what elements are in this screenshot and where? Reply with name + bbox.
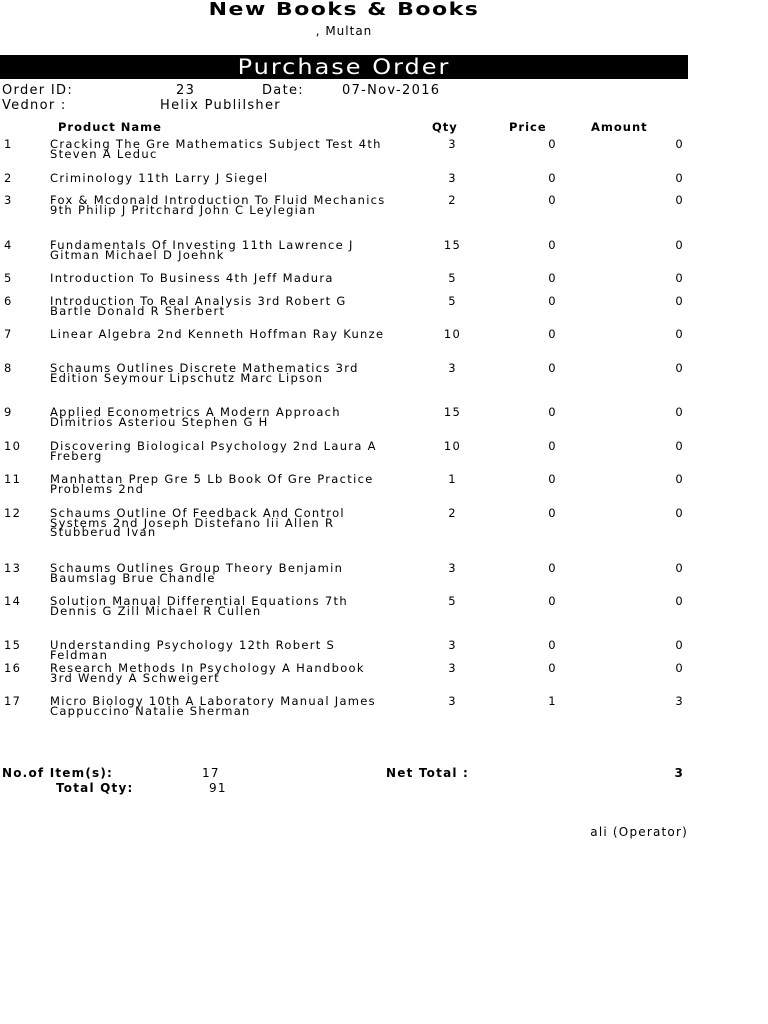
order-id: 23 [176,83,196,98]
item-count-label: No.of Item(s): [2,766,114,780]
row-number: 1 [4,137,13,151]
row-price: 0 [548,561,557,575]
row-qty: 1 [448,472,457,486]
row-number: 14 [4,594,22,608]
row-amount: 0 [675,294,684,308]
row-amount: 0 [675,506,684,520]
row-price: 0 [548,594,557,608]
row-price: 0 [548,294,557,308]
row-qty: 3 [448,638,457,652]
row-price: 0 [548,271,557,285]
row-number: 17 [4,694,22,708]
order-id-label: Order ID: [2,83,73,98]
product-name: Cracking The Gre Mathematics Subject Test 4th Steven A Leduc [50,137,382,161]
row-qty: 3 [448,661,457,675]
product-name: Research Methods In Psychology A Handbook 3rd Wendy A Schweigert [50,661,365,685]
product-name: Applied Econometrics A Modern Approach Dimitrios Asteriou Stephen G H [50,405,341,429]
row-price: 0 [548,506,557,520]
document-title: Purchase Order [237,54,451,80]
row-number: 11 [4,472,22,486]
row-amount: 0 [675,271,684,285]
row-qty: 3 [448,171,457,185]
total-qty-label: Total Qty: [56,781,134,795]
order-date: 07-Nov-2016 [342,83,441,98]
row-number: 13 [4,561,22,575]
column-header-amount: Amount [591,120,648,134]
product-name: Solution Manual Differential Equations 7th Dennis G Zill Michael R Cullen [50,594,348,618]
row-price: 0 [548,439,557,453]
product-name: Criminology 11th Larry J Siegel [50,171,269,185]
product-name: Linear Algebra 2nd Kenneth Hoffman Ray Kunze [50,327,385,341]
product-name: Schaums Outlines Group Theory Benjamin Baumslag Brue Chandle [50,561,344,585]
row-amount: 0 [675,193,684,207]
row-qty: 5 [448,294,457,308]
product-name: Schaums Outlines Discrete Mathematics 3rd Edition Seymour Lipschutz Marc Lipson [50,361,359,385]
product-name: Introduction To Business 4th Jeff Madura [50,271,334,285]
column-header-product: Product Name [58,120,162,134]
row-number: 10 [4,439,22,453]
row-number: 6 [4,294,13,308]
product-name: Schaums Outline Of Feedback And Control Systems 2nd Joseph Distefano Iii Allen R Stubberud Ivan [50,506,345,539]
row-price: 0 [548,238,557,252]
row-qty: 3 [448,361,457,375]
row-amount: 0 [675,171,684,185]
row-qty: 2 [448,193,457,207]
row-amount: 0 [675,137,684,151]
row-price: 0 [548,137,557,151]
row-number: 3 [4,193,13,207]
row-amount: 0 [675,327,684,341]
row-amount: 0 [675,661,684,675]
product-name: Manhattan Prep Gre 5 Lb Book Of Gre Practice Problems 2nd [50,472,374,496]
item-count: 17 [202,766,220,780]
product-name: Discovering Biological Psychology 2nd Laura A Freberg [50,439,377,463]
row-amount: 0 [675,405,684,419]
row-amount: 0 [675,561,684,575]
row-amount: 0 [675,361,684,375]
operator-signature: ali (Operator) [590,825,688,839]
vendor-label: Vednor : [2,98,67,113]
product-name: Introduction To Real Analysis 3rd Robert G Bartle Donald R Sherbert [50,294,347,318]
row-number: 16 [4,661,22,675]
row-price: 0 [548,361,557,375]
row-number: 4 [4,238,13,252]
row-number: 9 [4,405,13,419]
row-number: 2 [4,171,13,185]
row-qty: 10 [443,327,462,341]
row-qty: 3 [448,694,457,708]
row-amount: 0 [675,238,684,252]
row-number: 12 [4,506,22,520]
row-number: 15 [4,638,22,652]
row-amount: 0 [675,439,684,453]
row-qty: 5 [448,271,457,285]
row-qty: 3 [448,561,457,575]
product-name: Understanding Psychology 12th Robert S Feldman [50,638,336,662]
row-qty: 5 [448,594,457,608]
row-amount: 0 [675,472,684,486]
row-price: 0 [548,327,557,341]
product-name: Micro Biology 10th A Laboratory Manual James Cappuccino Natalie Sherman [50,694,376,718]
total-qty: 91 [209,781,227,795]
column-header-qty: Qty [432,120,458,134]
row-price: 0 [548,661,557,675]
row-price: 0 [548,405,557,419]
row-qty: 15 [443,238,462,252]
product-name: Fox & Mcdonald Introduction To Fluid Mechanics 9th Philip J Pritchard John C Leylegian [50,193,386,217]
net-total: 3 [674,766,684,780]
net-total-label: Net Total : [386,766,470,780]
row-price: 1 [548,694,557,708]
row-price: 0 [548,638,557,652]
row-amount: 0 [675,594,684,608]
row-qty: 15 [443,405,462,419]
company-city: , Multan [315,24,373,38]
row-number: 8 [4,361,13,375]
row-price: 0 [548,171,557,185]
row-price: 0 [548,193,557,207]
row-price: 0 [548,472,557,486]
row-qty: 10 [443,439,462,453]
product-name: Fundamentals Of Investing 11th Lawrence J Gitman Michael D Joehnk [50,238,354,262]
vendor-name: Helix Publilsher [160,98,281,113]
row-amount: 3 [675,694,684,708]
row-number: 5 [4,271,13,285]
date-label: Date: [262,83,304,98]
row-number: 7 [4,327,13,341]
company-name: New Books & Books [208,0,480,20]
row-amount: 0 [675,638,684,652]
row-qty: 2 [448,506,457,520]
column-header-price: Price [509,120,547,134]
row-qty: 3 [448,137,457,151]
